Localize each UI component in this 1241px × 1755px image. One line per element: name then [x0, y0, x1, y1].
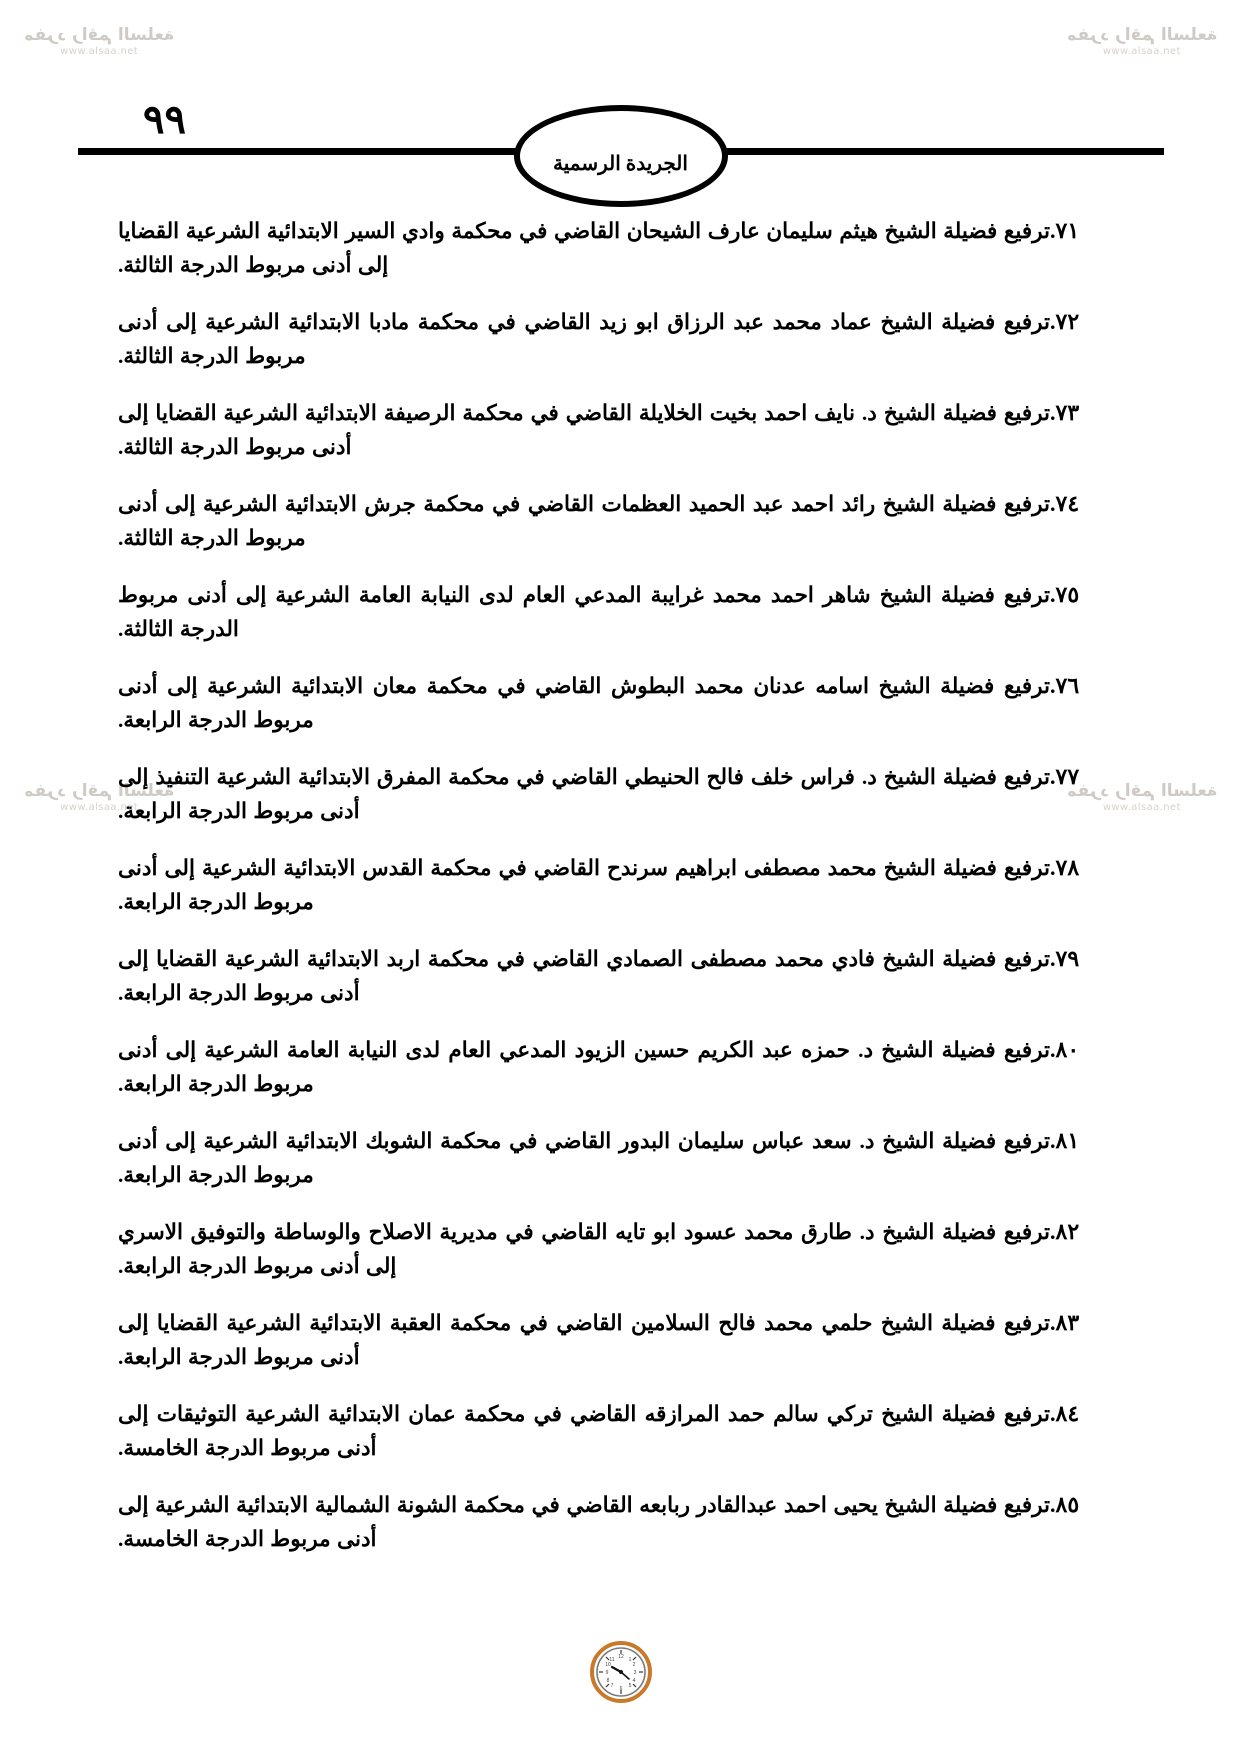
list-item-text: ترفيع فضيلة الشيخ د. طارق محمد عسود ابو تايه القاضي في مديرية الاصلاح والوساطة والتوفيق الاسري إلى أدنى مربوط الدرجة الرابعة. [118, 1220, 1050, 1278]
list-item-text: ترفيع فضيلة الشيخ د. حمزه عبد الكريم حسين الزيود المدعي العام لدى النيابة العامة الشرعية إلى أدنى مربوط الدرجة الرابعة. [118, 1038, 1050, 1096]
svg-text:4: 4 [632, 1678, 635, 1684]
list-item-text: ترفيع فضيلة الشيخ محمد مصطفى ابراهيم سرندح القاضي في محكمة القدس الابتدائية الشرعية إلى أدنى مربوط الدرجة الرابعة. [118, 856, 1050, 914]
list-item [118, 487, 1118, 555]
svg-text:12: 12 [617, 1654, 624, 1660]
list-item-number: ٧٧. [1050, 764, 1080, 789]
list-item-number: ٧٦. [1050, 673, 1080, 698]
list-item-text: ترفيع فضيلة الشيخ عماد محمد عبد الرزاق ابو زيد القاضي في محكمة مادبا الابتدائية الشرعية إلى أدنى مربوط الدرجة الثالثة. [118, 310, 1050, 368]
list-item [118, 1306, 1118, 1374]
watermark-url: www.alsaa.net [1102, 801, 1181, 813]
watermark-top-left [24, 26, 174, 57]
list-item-number: ٨٥. [1050, 1492, 1080, 1517]
svg-text:2: 2 [632, 1662, 635, 1668]
list-item [118, 1215, 1118, 1283]
list-item-number: ٧١. [1050, 218, 1080, 243]
list-item-text: ترفيع فضيلة الشيخ د. فراس خلف فالح الحنيطي القاضي في محكمة المفرق الابتدائية الشرعية التنفيذ إلى أدنى مربوط الدرجة الرابعة. [118, 765, 1050, 823]
page-header [0, 98, 1241, 188]
list-item-text: ترفيع فضيلة الشيخ د. نايف احمد بخيت الخلايلة القاضي في محكمة الرصيفة الابتدائية الشرعية القضايا إلى أدنى مربوط الدرجة الثالثة. [118, 401, 1050, 459]
promotion-decisions-list [118, 214, 1118, 1579]
list-item-text: ترفيع فضيلة الشيخ رائد احمد عبد الحميد العظمات القاضي في محكمة جرش الابتدائية الشرعية إلى أدنى مربوط الدرجة الثالثة. [118, 492, 1050, 550]
list-item-text: ترفيع فضيلة الشيخ اسامه عدنان محمد البطوش القاضي في محكمة معان الابتدائية الشرعية إلى أدنى مربوط الدرجة الرابعة. [118, 674, 1050, 732]
list-item [118, 760, 1118, 828]
list-item-number: ٧٨. [1050, 855, 1080, 880]
list-item [118, 851, 1118, 919]
list-item-number: ٧٥. [1050, 582, 1080, 607]
list-item-text: ترفيع فضيلة الشيخ د. سعد عباس سليمان البدور القاضي في محكمة الشوبك الابتدائية الشرعية إلى أدنى مربوط الدرجة الرابعة. [118, 1129, 1050, 1187]
svg-text:11: 11 [608, 1657, 615, 1663]
watermark-top-right [1067, 26, 1217, 57]
list-item-number: ٨٣. [1050, 1310, 1080, 1335]
svg-text:6: 6 [619, 1686, 622, 1692]
list-item [118, 1124, 1118, 1192]
list-item-number: ٧٤. [1050, 491, 1080, 516]
list-item-number: ٧٣. [1050, 400, 1080, 425]
watermark-arabic-text: مفرد راقم السلعة [1066, 25, 1217, 45]
list-item [118, 1488, 1118, 1556]
list-item-number: ٨٤. [1050, 1401, 1080, 1426]
svg-text:1: 1 [628, 1657, 631, 1663]
watermark-arabic-text: مفرد راقم السلعة [1066, 781, 1217, 801]
list-item-text: ترفيع فضيلة الشيخ يحيى احمد عبدالقادر ربابعه القاضي في محكمة الشونة الشمالية الابتدائية الشرعية إلى أدنى مربوط الدرجة الخامسة. [118, 1493, 1050, 1551]
list-item [118, 305, 1118, 373]
list-item-text: ترفيع فضيلة الشيخ فادي محمد مصطفى الصمادي القاضي في محكمة اربد الابتدائية الشرعية القضايا إلى أدنى مربوط الدرجة الرابعة. [118, 947, 1050, 1005]
list-item [118, 1033, 1118, 1101]
watermark-url: www.alsaa.net [60, 45, 139, 57]
svg-text:8: 8 [606, 1678, 609, 1684]
svg-text:5: 5 [628, 1683, 631, 1689]
list-item-number: ٨١. [1050, 1128, 1080, 1153]
page-title: الجريدة الرسمية [553, 152, 688, 175]
list-item-text: ترفيع فضيلة الشيخ حلمي محمد فالح السلامين القاضي في محكمة العقبة الابتدائية الشرعية القضايا إلى أدنى مربوط الدرجة الرابعة. [118, 1311, 1050, 1369]
list-item-text: ترفيع فضيلة الشيخ هيثم سليمان عارف الشيحان القاضي في محكمة وادي السير الابتدائية الشرعية القضايا إلى أدنى مربوط الدرجة الثالثة. [118, 219, 1050, 277]
list-item [118, 396, 1118, 464]
svg-text:10: 10 [604, 1662, 611, 1668]
watermark-url: www.alsaa.net [1102, 45, 1181, 57]
list-item-number: ٨٢. [1050, 1219, 1080, 1244]
list-item-number: ٧٢. [1050, 309, 1080, 334]
svg-text:9: 9 [605, 1670, 608, 1676]
list-item-number: ٧٩. [1050, 946, 1080, 971]
list-item [118, 1397, 1118, 1465]
list-item [118, 214, 1118, 282]
watermark-arabic-text: مفرد راقم السلعة [24, 25, 175, 45]
gazette-title-badge [514, 105, 728, 207]
clock-icon [590, 1641, 652, 1703]
svg-text:3: 3 [633, 1670, 636, 1676]
list-item-text: ترفيع فضيلة الشيخ تركي سالم حمد المرازقه القاضي في محكمة عمان الابتدائية الشرعية التوثيقات إلى أدنى مربوط الدرجة الخامسة. [118, 1402, 1050, 1460]
list-item [118, 669, 1118, 737]
list-item [118, 578, 1118, 646]
watermark-url: www.alsaa.net [60, 801, 139, 813]
page-number: ٩٩ [143, 97, 186, 142]
list-item-number: ٨٠. [1050, 1037, 1080, 1062]
list-item [118, 942, 1118, 1010]
list-item-text: ترفيع فضيلة الشيخ شاهر احمد محمد غرايبة المدعي العام لدى النيابة العامة الشرعية إلى أدنى مربوط الدرجة الثالثة. [118, 583, 1050, 641]
svg-text:7: 7 [610, 1683, 613, 1689]
watermark-arabic-text: مفرد راقم السلعة [24, 781, 175, 801]
